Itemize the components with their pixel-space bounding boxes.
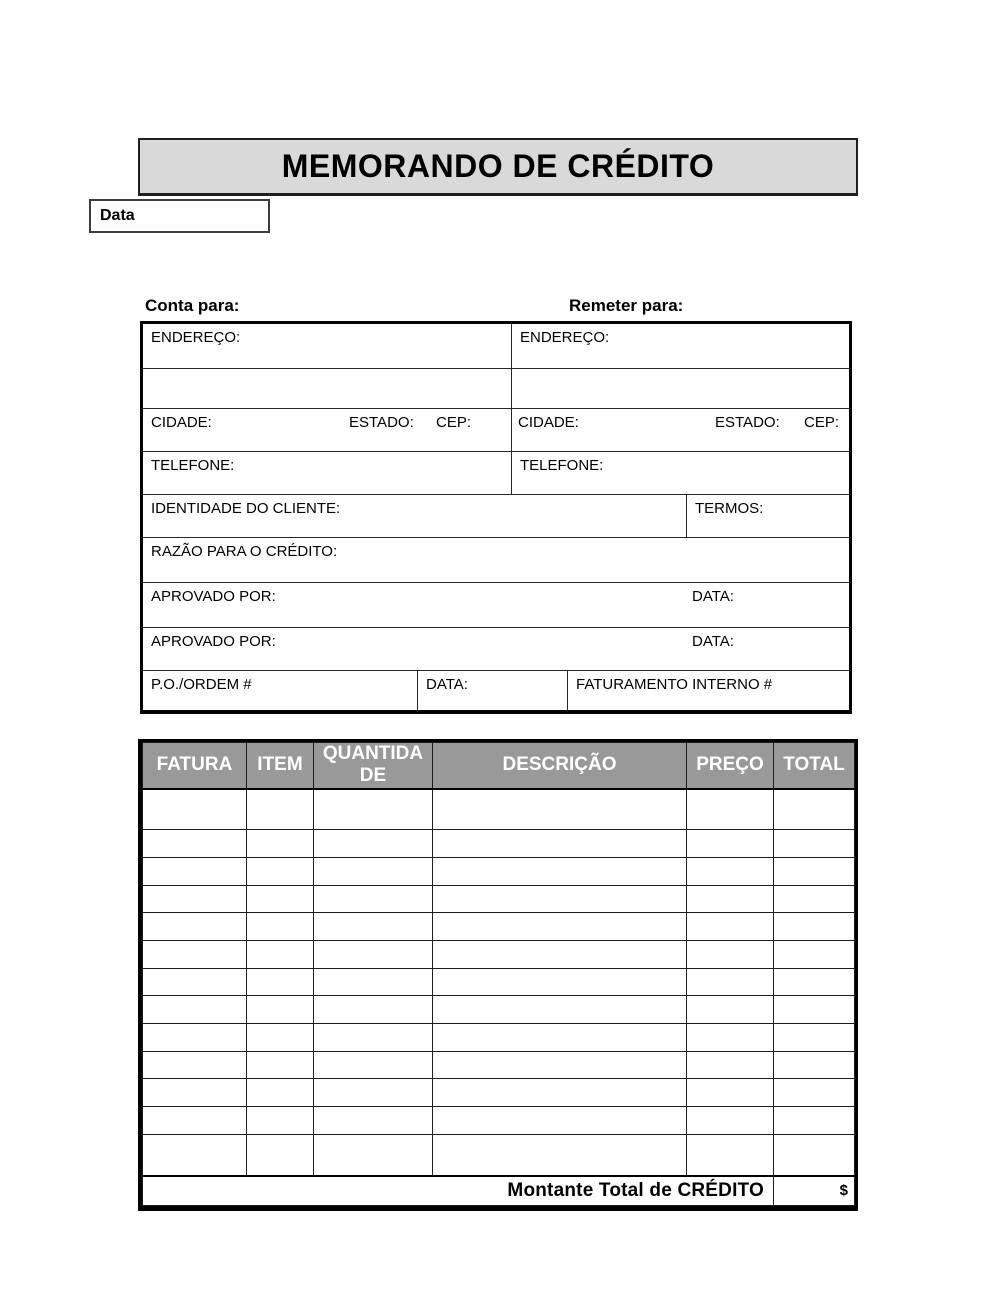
table-cell: [774, 1106, 855, 1134]
po-order-cell: [143, 671, 418, 710]
column-header-price: PREÇO: [687, 743, 774, 789]
table-cell: [247, 1134, 314, 1176]
table-cell: [314, 941, 433, 969]
table-cell: [433, 913, 687, 941]
table-row: [143, 996, 855, 1024]
table-cell: [433, 1106, 687, 1134]
column-header-total: TOTAL: [774, 743, 855, 789]
form-row-customer-id: [143, 494, 849, 537]
bill-to-state-label: ESTADO:: [349, 414, 414, 431]
table-cell: [433, 885, 687, 913]
form-row-city: [143, 408, 849, 451]
bill-to-address2-cell: [143, 369, 512, 408]
customer-id-label: IDENTIDADE DO CLIENTE:: [151, 500, 341, 517]
table-row: [143, 858, 855, 886]
table-cell: [143, 1134, 247, 1176]
table-cell: [314, 1079, 433, 1107]
table-cell: [314, 830, 433, 858]
table-cell: [433, 1051, 687, 1079]
column-header-quantity: [314, 743, 433, 789]
table-cell: [247, 789, 314, 830]
table-cell: [247, 1079, 314, 1107]
items-table-body: [143, 789, 855, 1176]
table-cell: [774, 1134, 855, 1176]
table-cell: [774, 1023, 855, 1051]
remit-to-zip-label: CEP:: [804, 414, 840, 431]
table-cell: [247, 858, 314, 886]
credit-reason-cell: [143, 538, 849, 582]
table-cell: [247, 996, 314, 1024]
table-cell: [433, 1134, 687, 1176]
form-row-approved-2: [143, 627, 849, 670]
table-row: [143, 1134, 855, 1176]
table-cell: [314, 1134, 433, 1176]
table-cell: [143, 1023, 247, 1051]
credit-reason-label: RAZÃO PARA O CRÉDITO:: [151, 543, 338, 560]
po-order-label: P.O./ORDEM #: [151, 676, 252, 693]
remit-to-city-cell: [512, 409, 849, 451]
remit-to-address2-cell: [512, 369, 849, 408]
table-cell: [247, 941, 314, 969]
table-row: [143, 830, 855, 858]
table-cell: [433, 858, 687, 886]
table-cell: [774, 1079, 855, 1107]
po-date-label: DATA:: [426, 676, 468, 693]
column-header-description: DESCRIÇÃO: [433, 743, 687, 789]
section-header-remit-to: Remeter para:: [569, 296, 684, 315]
table-cell: [143, 1051, 247, 1079]
table-cell: [687, 996, 774, 1024]
credit-total-currency: $: [774, 1176, 855, 1206]
terms-cell: [687, 495, 849, 537]
table-row: [143, 941, 855, 969]
table-cell: [774, 885, 855, 913]
table-cell: [774, 968, 855, 996]
table-cell: [314, 913, 433, 941]
table-cell: [774, 996, 855, 1024]
items-table-header-row: [143, 743, 855, 789]
table-cell: [314, 1051, 433, 1079]
table-cell: [687, 1079, 774, 1107]
date-box: [89, 199, 270, 233]
table-cell: [433, 968, 687, 996]
approved-by-2-label: APROVADO POR:: [151, 633, 276, 650]
table-cell: [247, 885, 314, 913]
table-cell: [433, 941, 687, 969]
table-cell: [433, 830, 687, 858]
table-cell: [143, 968, 247, 996]
table-cell: [314, 858, 433, 886]
terms-label: TERMOS:: [695, 500, 764, 517]
approved-by-2-date-label: DATA:: [692, 633, 734, 650]
table-cell: [687, 1051, 774, 1079]
internal-billing-label: FATURAMENTO INTERNO #: [576, 676, 773, 693]
table-cell: [247, 830, 314, 858]
bill-to-city-label: CIDADE:: [151, 414, 212, 431]
internal-billing-cell: [568, 671, 849, 710]
table-row: [143, 885, 855, 913]
items-table: [138, 739, 858, 1211]
approved-by-2-cell: [143, 628, 849, 670]
table-cell: [143, 885, 247, 913]
table-cell: [314, 968, 433, 996]
table-cell: [143, 789, 247, 830]
table-cell: [314, 996, 433, 1024]
bill-to-address-label: ENDEREÇO:: [151, 329, 241, 346]
items-table-footer-row: [143, 1176, 855, 1206]
table-cell: [687, 789, 774, 830]
remit-to-state-label: ESTADO:: [715, 414, 780, 431]
column-header-item: ITEM: [247, 743, 314, 789]
form-row-address: [143, 324, 849, 368]
remit-to-phone-label: TELEFONE:: [520, 457, 604, 474]
remit-to-address-label: ENDEREÇO:: [520, 329, 610, 346]
table-row: [143, 1106, 855, 1134]
table-cell: [143, 996, 247, 1024]
form-row-address-2: [143, 368, 849, 408]
table-cell: [314, 789, 433, 830]
remit-to-phone-cell: [512, 452, 849, 494]
credit-total-label: Montante Total de CRÉDITO: [143, 1176, 774, 1206]
column-header-invoice: FATURA: [143, 743, 247, 789]
table-cell: [433, 789, 687, 830]
table-cell: [774, 1051, 855, 1079]
po-date-cell: [418, 671, 568, 710]
table-cell: [687, 830, 774, 858]
bill-to-zip-label: CEP:: [436, 414, 472, 431]
table-cell: [433, 996, 687, 1024]
form-row-po: [143, 670, 849, 710]
table-cell: [247, 968, 314, 996]
table-cell: [433, 1023, 687, 1051]
table-cell: [433, 1079, 687, 1107]
bill-to-address-cell: [143, 324, 512, 368]
table-cell: [774, 941, 855, 969]
table-cell: [774, 913, 855, 941]
address-form: [140, 321, 852, 714]
table-cell: [687, 885, 774, 913]
table-row: [143, 968, 855, 996]
table-cell: [774, 858, 855, 886]
page-title: MEMORANDO DE CRÉDITO: [281, 148, 715, 184]
table-cell: [247, 1051, 314, 1079]
table-row: [143, 789, 855, 830]
bill-to-city-cell: [143, 409, 512, 451]
date-label: Data: [100, 207, 135, 224]
table-cell: [143, 830, 247, 858]
column-header-quantity-text: QUANTIDADE: [322, 743, 424, 787]
section-header-bill-to: Conta para:: [145, 296, 240, 315]
table-cell: [247, 1106, 314, 1134]
table-cell: [687, 913, 774, 941]
customer-id-cell: [143, 495, 687, 537]
table-cell: [247, 913, 314, 941]
approved-by-1-cell: [143, 583, 849, 627]
approved-by-1-date-label: DATA:: [692, 588, 734, 605]
table-cell: [247, 1023, 314, 1051]
table-cell: [143, 1079, 247, 1107]
table-cell: [143, 858, 247, 886]
table-cell: [774, 789, 855, 830]
table-cell: [314, 885, 433, 913]
bill-to-phone-cell: [143, 452, 512, 494]
table-cell: [687, 1134, 774, 1176]
table-cell: [687, 1106, 774, 1134]
table-cell: [314, 1023, 433, 1051]
table-cell: [687, 1023, 774, 1051]
table-cell: [314, 1106, 433, 1134]
remit-to-city-label: CIDADE:: [518, 414, 579, 431]
table-row: [143, 913, 855, 941]
table-cell: [143, 941, 247, 969]
title-banner: [138, 138, 858, 196]
remit-to-address-cell: [512, 324, 849, 368]
table-row: [143, 1051, 855, 1079]
form-row-approved-1: [143, 582, 849, 627]
table-cell: [143, 1106, 247, 1134]
form-row-phone: [143, 451, 849, 494]
table-cell: [143, 913, 247, 941]
bill-to-phone-label: TELEFONE:: [151, 457, 235, 474]
approved-by-1-label: APROVADO POR:: [151, 588, 276, 605]
table-cell: [687, 941, 774, 969]
table-row: [143, 1023, 855, 1051]
table-row: [143, 1079, 855, 1107]
table-cell: [687, 858, 774, 886]
form-row-credit-reason: [143, 537, 849, 582]
table-cell: [687, 968, 774, 996]
table-cell: [774, 830, 855, 858]
